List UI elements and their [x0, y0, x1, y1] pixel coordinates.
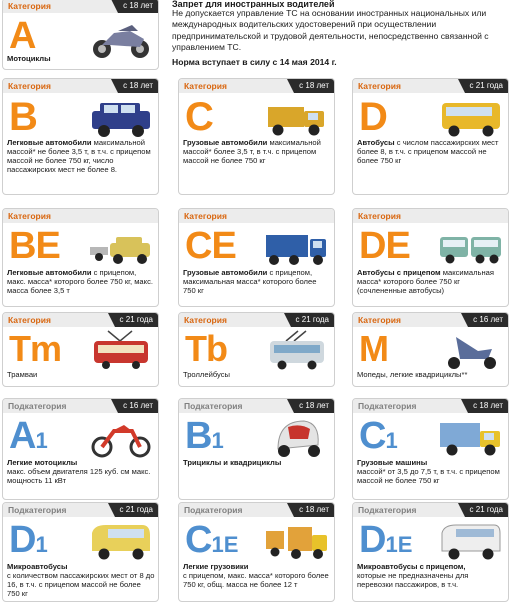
age-badge: с 21 года [115, 503, 158, 517]
articulated-bus-icon [438, 225, 504, 271]
category-card-ce: Категория CE Грузовые автомобили с прицепом, максимальная масса* которого более 750 кг [178, 208, 335, 307]
card-kind: Категория [8, 211, 51, 221]
category-card-de: Категория DE Автобусы с прицепом максимальная масса* которого более 750 кг (сочлененные автобусы) [352, 208, 509, 307]
category-letter: M [359, 328, 388, 369]
card-kind: Категория [358, 315, 401, 325]
age-badge: с 16 лет [468, 313, 508, 327]
trolleybus-icon [264, 329, 330, 375]
category-card-b: Категория с 18 лет B Легковые автомобили максимальной массой* не более 3,5 т, в т.ч. с прицепом массой не более 750 кг, число пассажирских мест не более 8. [2, 78, 159, 195]
card-kind: Подкатегория [358, 505, 417, 515]
card-kind: Подкатегория [8, 401, 67, 411]
age-badge: с 21 года [465, 79, 508, 93]
category-card-be: Категория BE Легковые автомобили с прицепом, макс. масса* которого более 750 кг, макс. масса более 3,5 т [2, 208, 159, 307]
semi-truck-icon [264, 225, 330, 271]
card-kind: Категория [184, 315, 227, 325]
category-card-tm: Категория с 21 года Tm Трамваи [2, 312, 159, 387]
category-letter: CE [185, 225, 236, 267]
card-kind: Подкатегория [8, 505, 67, 515]
age-badge: с 18 лет [294, 399, 334, 413]
card-kind: Категория [8, 81, 51, 91]
card-kind: Категория [8, 315, 51, 325]
suv-icon [88, 95, 154, 141]
subcategory-card-b1: Подкатегория с 18 лет B1 Трициклы и квадрициклы [178, 398, 335, 500]
category-letter: C1 [359, 415, 398, 457]
van-trailer-icon [438, 519, 504, 565]
age-badge: с 16 лет [118, 399, 158, 413]
subcategory-card-a1: Подкатегория с 16 лет A1 Легкие мотоциклы макс. объем двигателя 125 куб. см макс. мощность 11 кВт [2, 398, 159, 500]
category-letter: C [185, 95, 213, 139]
dirtbike-icon [88, 415, 154, 461]
truck-icon [264, 95, 330, 141]
category-letter: DE [359, 225, 410, 267]
category-letter: D [359, 95, 387, 139]
category-letter: Tm [9, 328, 61, 369]
subcategory-card-d1e: Подкатегория с 21 года D1E Микроавтобусы с прицепом, которые не предназначены для перевозки пассажиров, в т.ч. [352, 502, 509, 602]
age-badge: с 18 лет [294, 79, 334, 93]
category-letter: D1E [359, 519, 413, 561]
subcategory-card-d1: Подкатегория с 21 года D1 Микроавтобусы с количеством пассажирских мест от 8 до 16, в т.ч. с прицепом массой не более 750 кг [2, 502, 159, 602]
bus-icon [438, 95, 504, 141]
card-kind: Подкатегория [184, 401, 243, 411]
card-kind: Категория [8, 1, 51, 11]
category-card-d: Категория с 21 года D Автобусы с числом пассажирских мест более 8, в т.ч. с прицепом массой не более 750 кг [352, 78, 509, 195]
age-badge: с 18 лет [468, 399, 508, 413]
category-letter: A [9, 15, 36, 57]
light-truck-trailer-icon [264, 519, 330, 565]
card-kind: Подкатегория [184, 505, 243, 515]
card-kind: Категория [358, 211, 401, 221]
category-letter: A1 [9, 415, 48, 457]
tricycle-icon [264, 415, 330, 461]
age-badge: с 21 года [115, 313, 158, 327]
notice-title: Запрет для иностранных водителей [172, 0, 335, 8]
light-truck-icon [438, 415, 504, 461]
notice-effective: Норма вступает в силу с 14 мая 2014 г. [172, 57, 337, 68]
notice [172, 0, 508, 69]
minibus-icon [88, 519, 154, 565]
tram-icon [88, 329, 154, 375]
category-letter: BE [9, 225, 60, 267]
subcategory-card-c1e: Подкатегория с 18 лет C1E Легкие грузовики с прицепом, макс. масса* которого более 750 кг, общ. масса не более 12 т [178, 502, 335, 602]
card-kind: Подкатегория [358, 401, 417, 411]
age-badge: с 18 лет [118, 0, 158, 13]
age-badge: с 21 года [465, 503, 508, 517]
car-trailer-icon [88, 225, 154, 271]
age-badge: с 21 года [291, 313, 334, 327]
category-card-m: Категория с 16 лет M Мопеды, легкие квадрициклы** [352, 312, 509, 387]
category-letter: D1 [9, 519, 48, 561]
card-kind: Категория [358, 81, 401, 91]
category-letter: B1 [185, 415, 224, 457]
category-card-tb: Категория с 21 года Tb Троллейбусы [178, 312, 335, 387]
age-badge: с 18 лет [294, 503, 334, 517]
subcategory-card-c1: Подкатегория с 18 лет C1 Грузовые машины массой* от 3,5 до 7,5 т, в т.ч. с прицепом массой не более 750 кг [352, 398, 509, 500]
card-kind: Категория [184, 211, 227, 221]
notice-body: Не допускается управление ТС на основании иностранных национальных или международных водительских удостоверений при осуществлении предпринимательской и трудовой деятельности, непосредственно связанной с управлением ТС. [172, 8, 489, 53]
category-card-c: Категория с 18 лет C Грузовые автомобили максимальной массой* более 3,5 т, в т.ч. с прицепом массой не более 750 кг [178, 78, 335, 195]
category-letter: Tb [185, 328, 227, 369]
category-letter: C1E [185, 519, 239, 561]
scooter-icon [438, 329, 504, 375]
age-badge: с 18 лет [118, 79, 158, 93]
card-kind: Категория [184, 81, 227, 91]
category-letter: B [9, 95, 37, 139]
category-card-a: Категория с 18 лет A Мотоциклы [2, 0, 159, 70]
